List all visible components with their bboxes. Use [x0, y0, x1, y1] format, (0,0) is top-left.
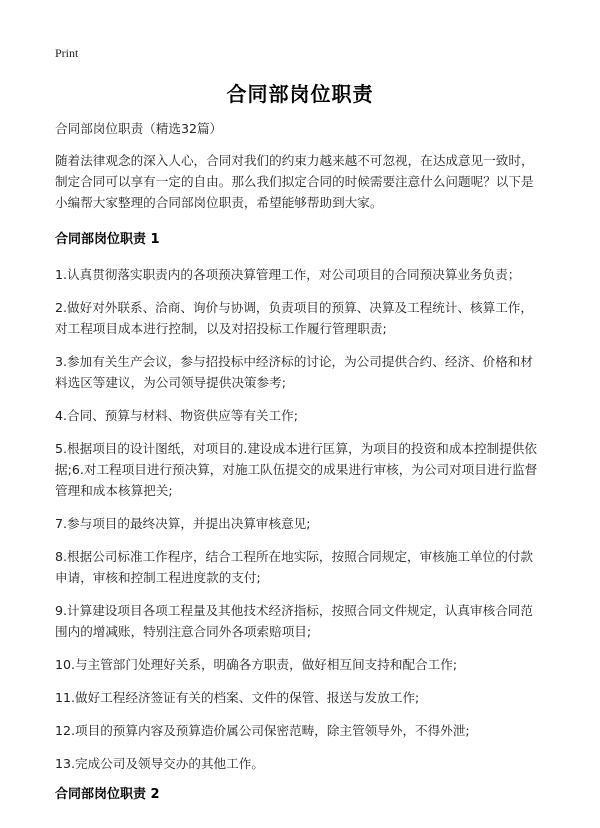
duty-item-text: 3.参加有关生产会议，参与招投标中经济标的讨论，为公司提供合约、经济、价格和材料选区等建议，为公司领导提供决策参考;: [55, 354, 533, 390]
duty-item-text: 9.计算建设项目各项工程量及其他技术经济指标，按照合同文件规定，认真审核合同范围内的增减账，特别注意合同外各项索赔项目;: [55, 603, 533, 639]
duty-item: [55, 600, 545, 642]
intro-paragraph: 随着法律观念的深入人心，合同对我们的约束力越来越不可忽视，在达成意见一致时，制定合同可以享有一定的自由。那么我们拟定合同的时候需要注意什么问题呢？以下是小编帮大家整理的合同部岗位职责，希望能够帮助到大家。: [55, 153, 534, 210]
duty-item-text: 7.参与项目的最终决算，并提出决算审核意见;: [55, 516, 311, 531]
print-link[interactable]: Print: [55, 46, 79, 60]
duty-item-text: 1.认真贯彻落实职责内的各项预决算管理工作，对公司项目的合同预决算业务负责；: [55, 267, 521, 282]
duty-item: [55, 405, 545, 426]
duty-item: [55, 297, 545, 339]
duty-item-text: 11.做好工程经济签证有关的档案、文件的保管、报送与发放工作;: [55, 690, 420, 705]
duty-item: [55, 351, 545, 393]
duty-item: [55, 264, 545, 285]
document-body: [55, 118, 545, 819]
duty-item-text: 10.与主管部门处理好关系，明确各方职责，做好相互间支持和配合工作;: [55, 657, 458, 672]
duty-item: [55, 546, 545, 588]
duty-item-text: 4.合同、预算与材料、物资供应等有关工作;: [55, 408, 298, 423]
duty-item: [55, 720, 545, 741]
duty-item: [55, 654, 545, 675]
duty-item-text: 8.根据公司标准工作程序，结合工程所在地实际，按照合同规定，审核施工单位的付款申请，审核和控制工程进度款的支付;: [55, 549, 533, 585]
duty-item-text: 12.项目的预算内容及预算造价属公司保密范畴，除主管领导外，不得外泄;: [55, 723, 470, 738]
section-heading-2: 合同部岗位职责 2: [55, 787, 160, 802]
document-subtitle: 合同部岗位职责（精选32篇）: [55, 121, 223, 136]
duty-item-text: 2.做好对外联系、洽商、询价与协调，负责项目的预算、决算及工程统计、核算工作，对工程项目成本进行控制，以及对招投标工作履行管理职责;: [55, 300, 533, 336]
duty-item-text: 13.完成公司及领导交办的其他工作。: [55, 756, 264, 771]
duty-item-text: 5.根据项目的设计图纸，对项目的.建设成本进行匡算，为项目的投资和成本控制提供依据;6.对工程项目进行预决算，对施工队伍提交的成果进行审核，为公司对项目进行监督管理和成本核算把关;: [55, 441, 538, 498]
duty-item: [55, 438, 545, 501]
page-title: 合同部岗位职责: [226, 82, 374, 106]
duty-item: [55, 513, 545, 534]
duty-item: [55, 687, 545, 708]
duty-item: [55, 753, 545, 774]
section-heading-1: 合同部岗位职责 1: [55, 232, 160, 247]
duty-list: [55, 264, 545, 774]
